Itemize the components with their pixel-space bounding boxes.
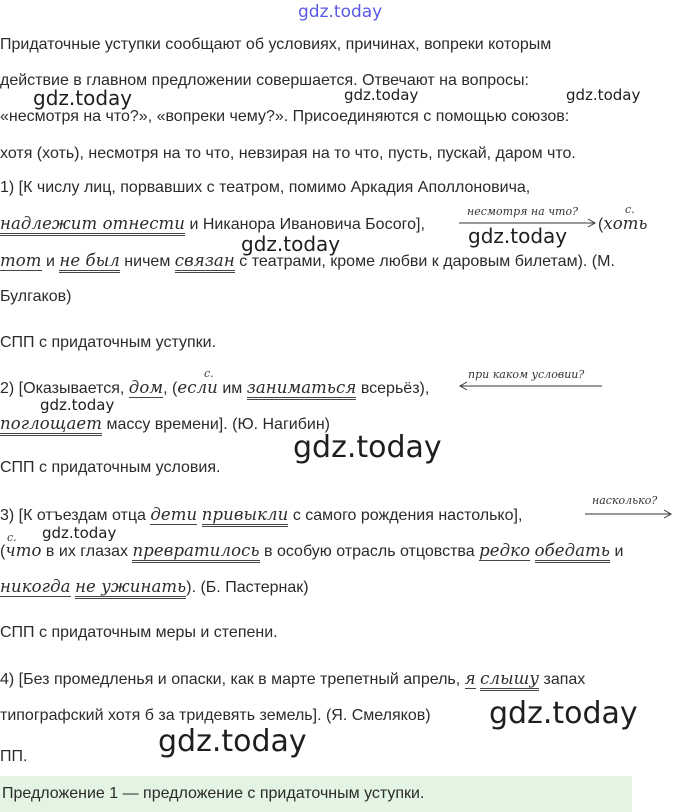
s3-adverb: редко [479,541,531,560]
s3-text-d: в их глазах [41,543,133,560]
s1-predicate-2: связан [175,251,235,273]
s3-arrow-icon [584,509,674,519]
s1-text-e: ничем [119,253,175,270]
s1-text-d: и [41,253,60,270]
s1-conj-mark: с. [625,203,635,216]
s3-question-label: насколько? [592,494,658,507]
s2-text-a: 2) [Оказывается, [0,380,129,397]
s1-text-b: и Никанора Ивановича Босого], [185,216,425,233]
s3-text-c: ( [0,543,6,560]
s3-predicate: привыкли [202,505,289,527]
summary-text: Предложение 1 — предложение с придаточным уступки. [2,785,425,802]
s4-result: ПП. [0,748,28,765]
summary-bar [0,776,632,812]
s2-text-c: им [217,380,247,397]
s3-conj-mark: с. [7,531,17,544]
s3-predicate-2: превратилось [132,541,259,563]
s1-text-c: ( [598,216,604,233]
s3-text-i: ). (Б. Пастернак) [186,579,309,596]
s3-line-2 [0,541,623,561]
watermark-2: gdz.today [344,86,419,104]
watermark-10: gdz.today [158,724,307,759]
s2-predicate-2: поглощает [0,414,102,436]
s4-text-b: запах [539,671,586,688]
watermark-top: gdz.today [298,2,383,22]
s1-subject: тот [0,251,42,270]
s3-line-3 [0,577,309,597]
s2-predicate: заниматься [247,378,357,400]
s3-subject: дети [150,505,198,524]
s4-text-a: 4) [Без промедленья и опаски, как в марте трепетный апрель, [0,671,465,688]
intro-line-4: хотя (хоть), несмотря на то что, невзирая на то что, пусть, пускай, даром что. [0,145,576,162]
s3-space-2 [530,543,534,560]
s3-text-g: и [610,543,624,560]
s1-conjunction: хоть [603,214,648,233]
watermark-1: gdz.today [33,86,133,110]
watermark-3: gdz.today [566,86,641,104]
s3-text-b: с самого рождения настолько], [288,507,523,524]
s2-line-1 [0,378,429,398]
s2-conj-mark: с. [204,367,214,380]
s3-adverb-2: никогда [0,577,71,596]
watermark-9: gdz.today [489,696,638,731]
s4-predicate: слышу [480,669,539,691]
s1-author: Булгаков) [0,288,72,305]
s1-line-2-end [598,214,648,234]
s4-subject: я [464,669,476,688]
watermark-7: gdz.today [293,430,442,465]
s1-line-1: 1) [К числу лиц, порвавших с театром, помимо Аркадия Аполлоновича, [0,179,531,196]
intro-line-3: «несмотря на что?», «вопреки чему?». Присоединяются с помощью союзов: [0,108,570,125]
s2-result: СПП с придаточным условия. [0,459,221,476]
s2-line-2 [0,414,330,434]
s3-predicate-3: обедать [535,541,610,563]
s3-result: СПП с придаточным меры и степени. [0,624,278,641]
s3-text-a: 3) [К отъездам отца [0,507,151,524]
s1-text-f: с театрами, кроме любви к даровым билетам). (М. [234,253,615,270]
s1-line-2 [0,214,425,234]
s1-negative-predicate: не был [59,251,120,273]
intro-line-1: Придаточные уступки сообщают об условиях, причинах, вопреки которым [0,36,552,53]
s2-question-label: при каком условии? [468,368,585,381]
s1-result: СПП с придаточным уступки. [0,334,217,351]
s3-text-e: в особую отрасль отцовства [259,543,480,560]
intro-line-2: действие в главном предложении совершается. Отвечают на вопросы: [0,72,529,89]
watermark-8: gdz.today [42,524,117,542]
s2-conjunction: если [177,378,218,397]
s2-subject: дом [128,378,164,397]
s1-question-label: несмотря на что? [467,205,579,218]
s4-line-1 [0,669,585,689]
s3-conjunction: что [5,541,42,560]
s3-line-1 [0,505,522,525]
s4-line-2: типографский хотя б за тридевять земель]. (Я. Смеляков) [0,707,431,724]
watermark-6: gdz.today [40,396,115,414]
watermark-5: gdz.today [468,224,568,248]
s2-text-e: массу времени]. (Ю. Нагибин) [102,416,330,433]
s1-predicate: надлежит отнести [0,214,185,236]
s2-arrow-icon [458,381,604,391]
watermark-4: gdz.today [241,232,341,256]
s3-predicate-4: не ужинать [75,577,186,599]
s2-text-d: всерьёз), [356,380,430,397]
s2-text-b: , ( [163,380,178,397]
